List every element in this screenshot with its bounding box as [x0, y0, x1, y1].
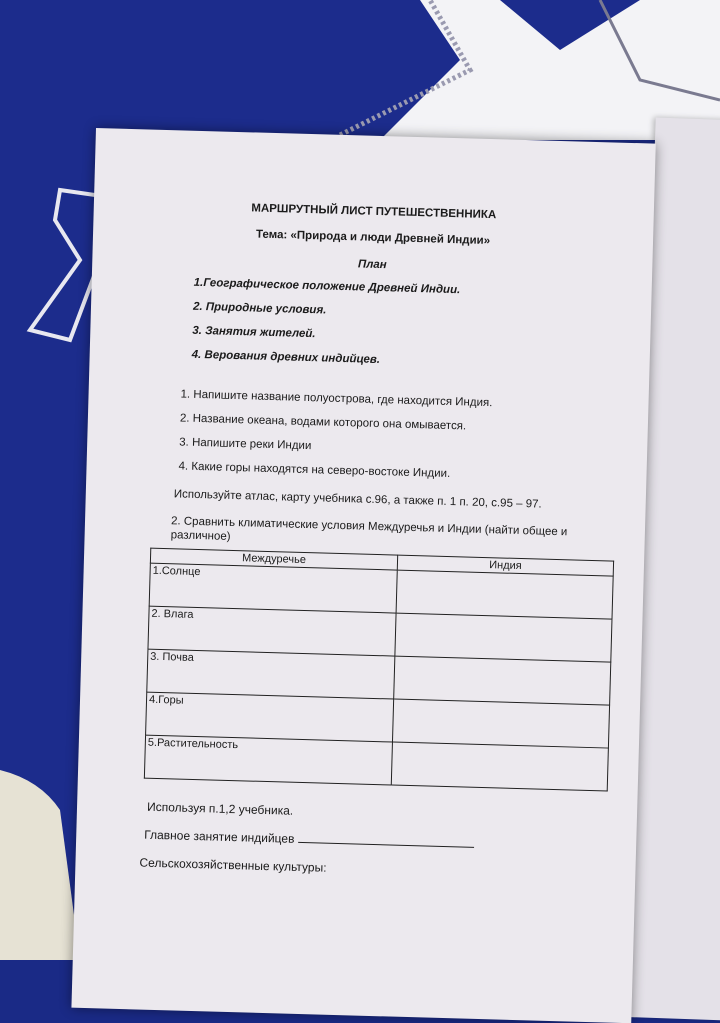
- row-label: 3. Почва: [147, 649, 395, 699]
- answer-cell[interactable]: [395, 613, 612, 662]
- main-occupation-label: Главное занятие индийцев: [144, 827, 295, 846]
- worksheet-topic: Тема: «Природа и люди Древней Индии»: [255, 228, 491, 248]
- row-label: 4.Горы: [146, 692, 394, 742]
- row-label: 2. Влага: [148, 606, 396, 656]
- climate-table: [144, 548, 614, 792]
- task-2: 2. Сравнить климатические условия Междуречья и Индии (найти общее и различное): [170, 515, 568, 543]
- answer-cell[interactable]: [392, 699, 609, 748]
- plan-item: 4. Верования древних индийцев.: [191, 348, 381, 367]
- header-india: Индия: [397, 555, 613, 576]
- question-item: 1. Напишите название полуострова, где находится Индия.: [180, 388, 493, 410]
- crops-label: Сельскохозяйственные культуры:: [139, 855, 327, 875]
- atlas-note: Используйте атлас, карту учебника с.96, а также п. 1 п. 20, с.95 – 97.: [173, 488, 542, 511]
- answer-cell[interactable]: [391, 742, 608, 791]
- plan-heading: План: [357, 258, 387, 272]
- plan-item: 3. Занятия жителей.: [192, 324, 316, 341]
- header-mesopotamia: Междуречье: [150, 548, 397, 570]
- answer-blank[interactable]: [298, 831, 474, 848]
- question-item: 2. Название океана, водами которого она омывается.: [179, 412, 467, 433]
- row-label: 5.Растительность: [144, 735, 392, 785]
- question-list: [178, 386, 492, 491]
- main-occupation-line: [144, 827, 475, 851]
- plan-list: [191, 275, 460, 378]
- question-item: 4. Какие горы находятся на северо-востоке Индии.: [178, 460, 451, 481]
- plan-item: 2. Природные условия.: [192, 300, 327, 317]
- using-textbook-note: Используя п.1,2 учебника.: [146, 799, 294, 818]
- answer-cell[interactable]: [394, 656, 611, 705]
- plan-item: 1.Географическое положение Древней Индии.: [193, 276, 461, 297]
- worksheet-paper: [71, 128, 655, 1023]
- worksheet-title: МАРШРУТНЫЙ ЛИСТ ПУТЕШЕСТВЕННИКА: [251, 202, 497, 222]
- question-item: 3. Напишите реки Индии: [179, 436, 312, 453]
- answer-cell[interactable]: [396, 570, 613, 619]
- row-label: 1.Солнце: [149, 563, 397, 613]
